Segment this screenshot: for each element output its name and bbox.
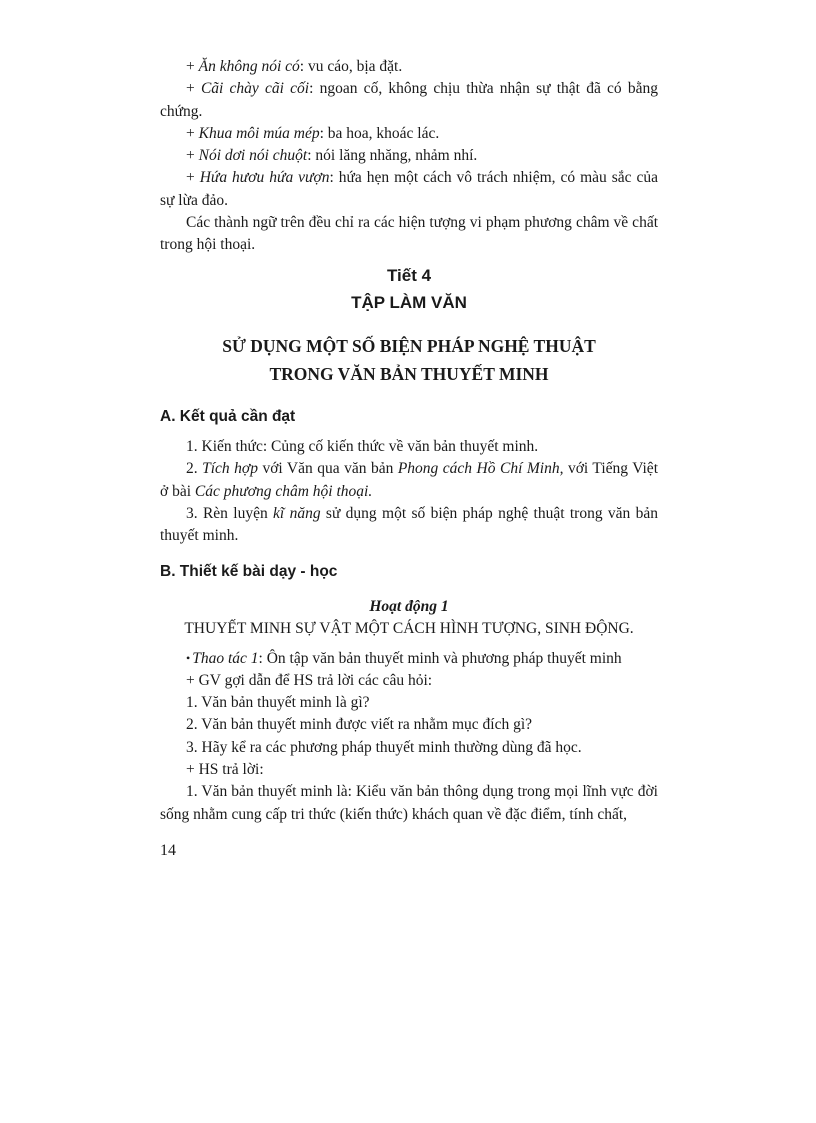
list-item: + Ăn không nói có: vu cáo, bịa đặt. (186, 58, 403, 75)
list-item: + Hứa hươu hứa vượn: hứa hẹn một cách vô trách nhiệm, có màu sắc của sự lừa đảo. (160, 169, 658, 209)
section-a-item-2: 2. Tích hợp với Văn qua văn bản Phong cách Hồ Chí Minh, với Tiếng Việt ở bài Các phương châm hội thoại. (160, 460, 658, 500)
list-item: + Khua môi múa mép: ba hoa, khoác lác. (186, 124, 440, 142)
activity-subtitle: THUYẾT MINH SỰ VẬT MỘT CÁCH HÌNH TƯỢNG, SINH ĐỘNG. (184, 620, 634, 638)
step-1: • Thao tác 1: Ôn tập văn bản thuyết minh và phương pháp thuyết minh (186, 649, 622, 667)
section-a-item-3: 3. Rèn luyện kĩ năng sử dụng một số biện pháp nghệ thuật trong văn bản thuyết minh. (160, 504, 659, 545)
question-item: 2. Văn bản thuyết minh được viết ra nhằm mục đích gì? (186, 716, 533, 734)
question-item: 3. Hãy kể ra các phương pháp thuyết minh thường dùng đã học. (186, 738, 582, 756)
idiom-list (160, 56, 658, 257)
section-b-heading: B. Thiết kế bài dạy - học (160, 563, 338, 580)
lesson-period: Tiết 4 (386, 266, 432, 285)
bullet-icon: • (186, 650, 191, 665)
section-a-item-1: 1. Kiến thức: Củng cố kiến thức về văn bản thuyết minh. (186, 438, 539, 455)
page-number: 14 (160, 842, 176, 859)
section-a-body (160, 436, 658, 547)
activity-title: Hoạt động 1 (369, 598, 449, 615)
list-item: + Cãi chày cãi cối: ngoan cố, không chịu thừa nhận sự thật đã có bằng chứng. (160, 80, 658, 120)
section-b-body (160, 596, 658, 826)
section-a-heading: A. Kết quả cần đạt (160, 408, 296, 425)
question-item: 1. Văn bản thuyết minh là gì? (186, 694, 370, 712)
lesson-title-line1: SỬ DỤNG MỘT SỐ BIỆN PHÁP NGHỆ THUẬT (222, 336, 596, 356)
hs-answer-label: + HS trả lời: (186, 761, 264, 779)
gv-prompt: + GV gợi dẫn để HS trả lời các câu hỏi: (186, 671, 433, 689)
lesson-subject: TẬP LÀM VĂN (351, 293, 467, 312)
lesson-title-line2: TRONG VĂN BẢN THUYẾT MINH (269, 364, 549, 384)
summary-paragraph: Các thành ngữ trên đều chỉ ra các hiện tượng vi phạm phương châm về chất trong hội thoại. (160, 214, 658, 254)
list-item: + Nói dơi nói chuột: nói lăng nhăng, nhảm nhí. (186, 147, 478, 165)
answer-1: 1. Văn bản thuyết minh là: Kiểu văn bản thông dụng trong mọi lĩnh vực đời sống nhằm cung cấp tri thức (kiến thức) khách quan về đặc điểm, tính chất, (160, 783, 658, 823)
